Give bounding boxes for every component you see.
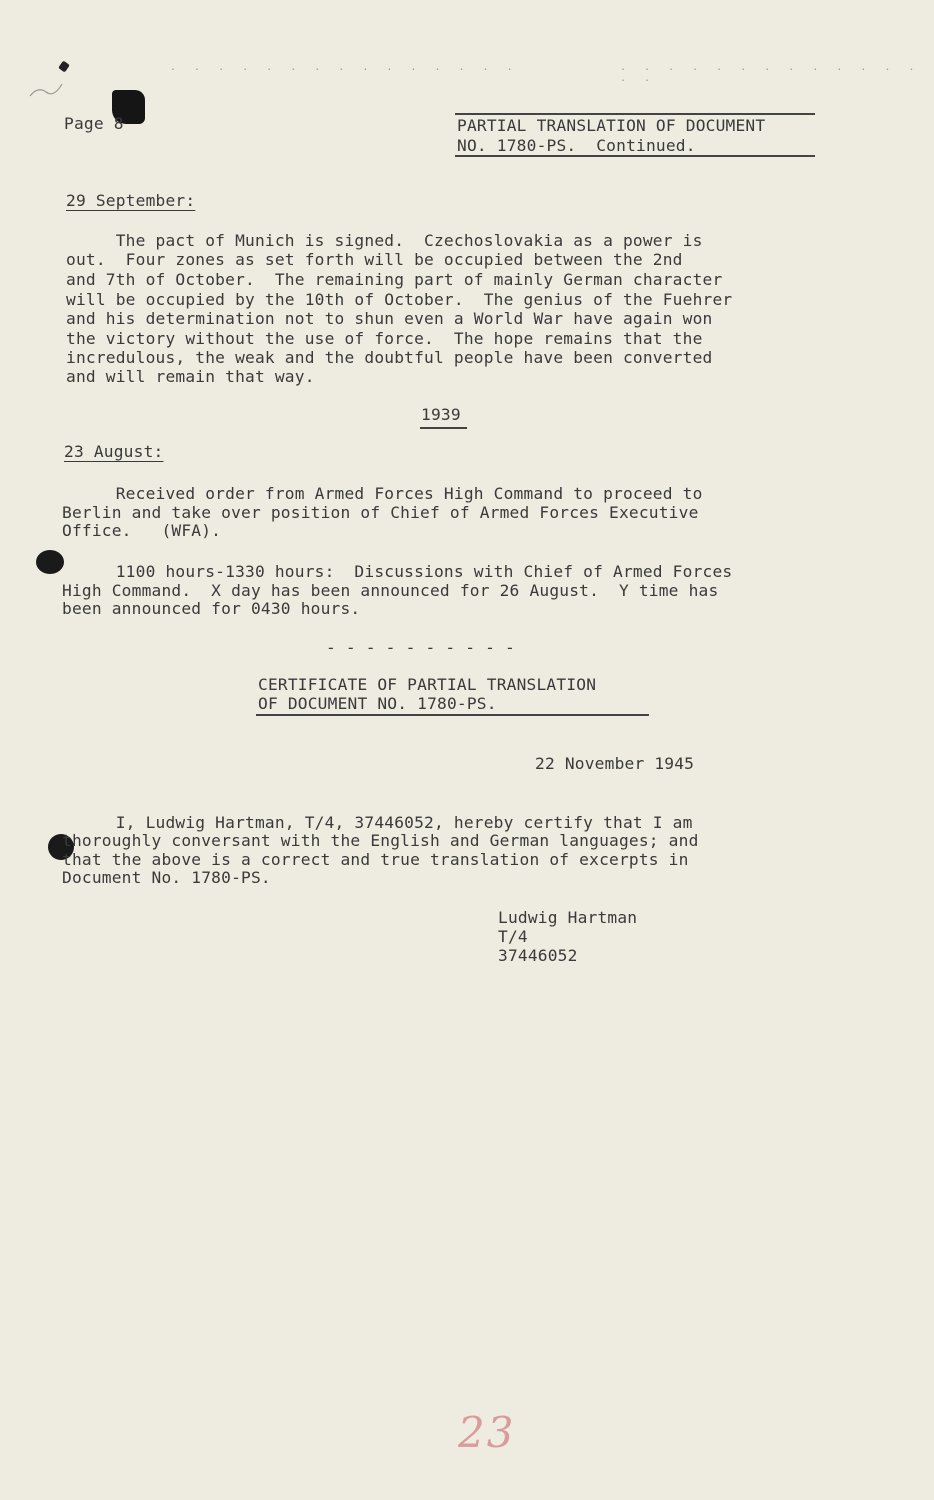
title-bottom-rule: [455, 155, 815, 157]
certificate-line: I, Ludwig Hartman, T/4, 37446052, hereby certify that I am: [66, 813, 693, 832]
entry-line: and will remain that way.: [66, 367, 315, 386]
entry-line: the victory without the use of force. The hope remains that the: [66, 329, 703, 348]
top-edge-marks-right: . . . . . . . . . . . . . . .: [620, 62, 921, 84]
top-edge-marks: . . . . . . . . . . . . . . .: [170, 62, 519, 73]
signature-serial: 37446052: [498, 946, 578, 965]
year-underline: [420, 427, 467, 429]
page-label: Page 8: [64, 114, 124, 133]
entry-line: 1100 hours-1330 hours: Discussions with Chief of Armed Forces: [66, 562, 733, 581]
certificate-line: that the above is a correct and true translation of excerpts in: [62, 850, 689, 869]
entry-line: and 7th of October. The remaining part of mainly German character: [66, 270, 723, 289]
entry-line: Received order from Armed Forces High Command to proceed to: [66, 484, 703, 503]
entry-date-23-august: 23 August:: [64, 442, 164, 461]
section-separator: - - - - - - - - - -: [326, 638, 515, 657]
title-top-rule: [455, 113, 815, 115]
certificate-title-underline: [256, 714, 649, 716]
entry-line: High Command. X day has been announced for 26 August. Y time has: [62, 581, 719, 600]
entry-date-29-september: 29 September:: [66, 191, 196, 210]
certificate-date: 22 November 1945: [535, 754, 695, 773]
entry-line: Office. (WFA).: [62, 521, 222, 540]
signature-name: Ludwig Hartman: [498, 908, 638, 927]
corner-pen-mark: [58, 61, 70, 73]
punch-hole-blot: [36, 550, 64, 574]
entry-line: been announced for 0430 hours.: [62, 599, 361, 618]
signature-rank: T/4: [498, 927, 528, 946]
certificate-title-line2: OF DOCUMENT NO. 1780-PS.: [258, 694, 497, 713]
certificate-line: Document No. 1780-PS.: [62, 868, 271, 887]
entry-line: out. Four zones as set forth will be occupied between the 2nd: [66, 250, 683, 269]
certificate-title-line1: CERTIFICATE OF PARTIAL TRANSLATION: [258, 675, 597, 694]
entry-line: incredulous, the weak and the doubtful people have been converted: [66, 348, 713, 367]
entry-line: The pact of Munich is signed. Czechoslovakia as a power is: [66, 231, 703, 250]
entry-line: Berlin and take over position of Chief of Armed Forces Executive: [62, 503, 699, 522]
document-title-line1: PARTIAL TRANSLATION OF DOCUMENT: [457, 116, 766, 135]
handwritten-page-number: 23: [458, 1408, 516, 1457]
entry-line: and his determination not to shun even a World War have again won: [66, 309, 713, 328]
year-heading: 1939: [421, 405, 461, 424]
entry-line: will be occupied by the 10th of October. The genius of the Fuehrer: [66, 290, 733, 309]
certificate-line: thoroughly conversant with the English and German languages; and: [62, 831, 699, 850]
corner-scribble-icon: [28, 78, 68, 102]
document-title-line2: NO. 1780-PS. Continued.: [457, 136, 696, 155]
